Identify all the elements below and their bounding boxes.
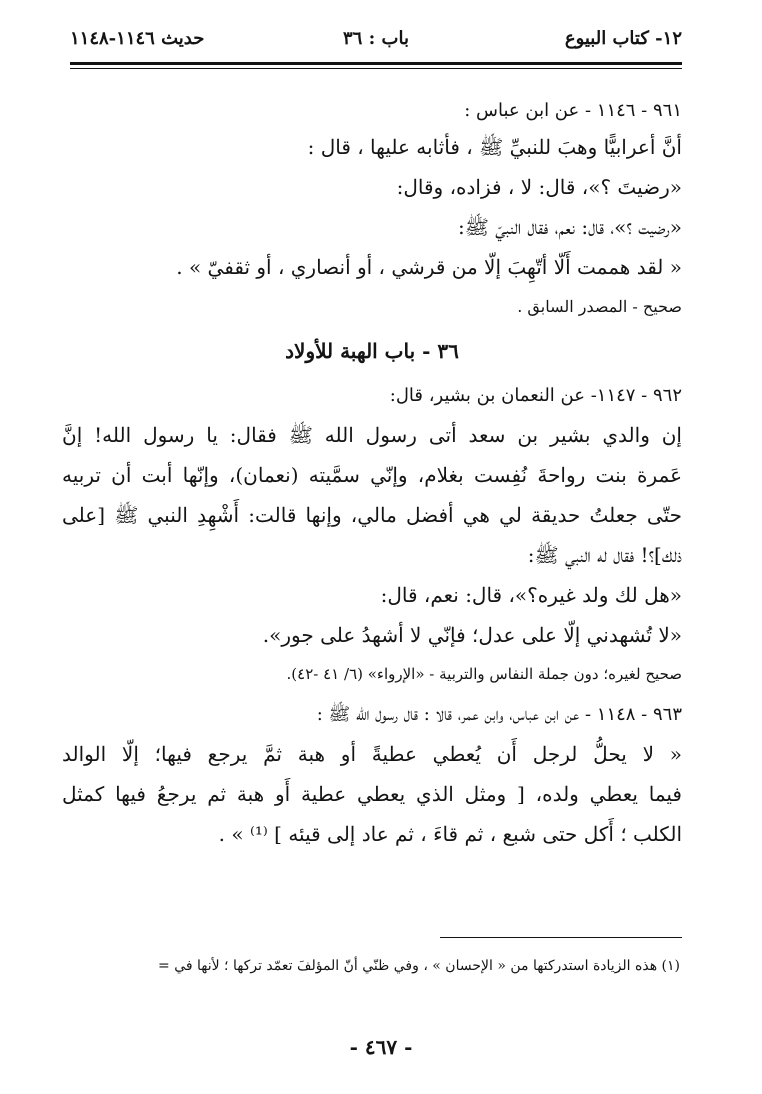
hadith-962-line-6: «لا تُشهدني إلّا على عدل؛ فإنّي لا أشهدُ على جور».: [262, 623, 682, 647]
hadith-962-intro: ٩٦٢ - ١١٤٧- عن النعمان بن بشير، قال:: [389, 385, 682, 406]
hadith-963-line-2: فيما يعطي ولده، [ ومثل الذي يعطي عطية أَو هبة ثم يرجعُ فيها كمثل: [62, 782, 682, 806]
header-book-title: ١٢- كتاب البيوع: [564, 28, 682, 49]
hadith-963-intro: ٩٦٣ - ١١٤٨ - عن ابن عباس، وابن عمر، قالا : قال رسول الله ﷺ :: [316, 704, 682, 725]
hadith-962-line-2: عَمرة بنت رواحةَ نُفِست بغلام، وإنّي سمَّيته (نعمان)، وإنّها أبت أن تربيه: [62, 463, 683, 487]
page-number: - ٤٦٧ -: [349, 1035, 413, 1059]
footnote: (١) هذه الزيادة استدركتها من « الإحسان » ، وفي ظنّي أنّ المؤلفَ تعمّد تركها ؛ لأنها في =: [158, 958, 680, 974]
hadith-961-line-4: « لقد هممت أَلّا أتّهِبَ إلّا من قرشي ، أو أنصاري ، أو ثقفيّ » .: [176, 255, 682, 279]
hadith-961-line-1: أنَّ أعرابيًّا وهبَ للنبيِّ ﷺ ، فأثابه عليها ، قال :: [307, 135, 682, 159]
hadith-962-line-1: إن والدي بشير بن سعد أتى رسول الله ﷺ فقال: يا رسول الله! إنَّ: [62, 423, 682, 447]
header-chapter: باب : ٣٦: [343, 28, 409, 49]
hadith-961-intro: ٩٦١ - ١١٤٦ - عن ابن عباس :: [464, 100, 682, 121]
hadith-962-line-4: ذلك]؟! فقال له النبي ﷺ:: [527, 543, 682, 567]
hadith-961-grade: صحيح - المصدر السابق .: [517, 297, 682, 316]
hadith-961-line-3: «رضيت ؟»، قال: نعم، فقال النبيّ ﷺ:: [457, 215, 682, 239]
header-rule-thin: [70, 68, 682, 69]
hadith-963-line-1: « لا يحلُّ لرجل أَن يُعطي عطيةً أو هبة ثمَّ يرجع فيها؛ إلّا الوالد: [62, 742, 682, 766]
page-body: [62, 90, 682, 844]
bab-title: ٣٦ - باب الهبة للأولاد: [285, 339, 459, 363]
footnote-rule: [440, 937, 682, 938]
hadith-962-line-3: حتّى جعلتُ حديقة لي هي أفضل مالي، وإنها قالت: أَشْهِدِ النبي ﷺ [على: [62, 503, 682, 527]
page-header: [70, 28, 682, 58]
hadith-962-grade: صحيح لغيره؛ دون جملة النفاس والتربية - «الإرواء» (٦/ ٤١ -٤٢).: [286, 665, 682, 683]
header-rule-thick: [70, 62, 682, 65]
header-hadith-range: حديث ١١٤٦-١١٤٨: [70, 28, 205, 49]
hadith-961-line-2: «رضيتَ ؟»، قال: لا ، فزاده، وقال:: [396, 175, 682, 199]
hadith-963-line-3: الكلب ؛ أَكل حتى شبع ، ثم قاءَ ، ثم عاد إلى قيئه ] ⁽¹⁾ » .: [218, 822, 682, 846]
hadith-962-line-5: «هل لك ولد غيره؟»، قال: نعم، قال:: [380, 583, 682, 607]
